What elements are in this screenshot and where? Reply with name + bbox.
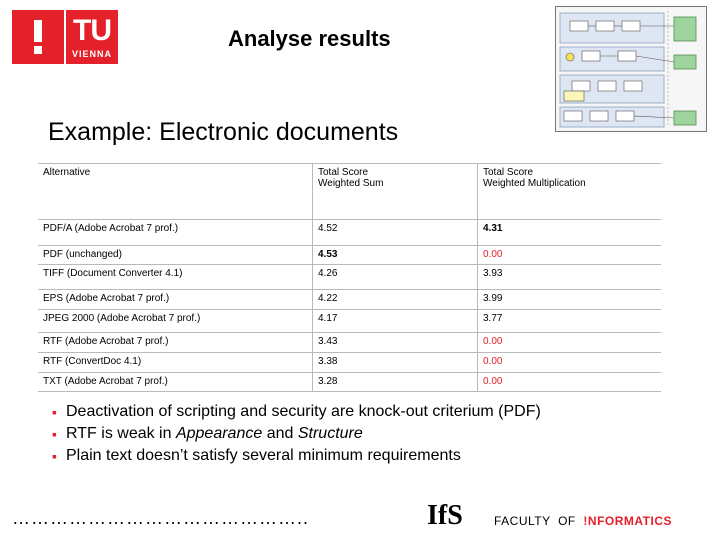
exclamation-dot [34,46,42,54]
cell-alternative: PDF (unchanged) [38,246,313,265]
tu-logo-subtext: VIENNA [71,49,112,59]
exclamation-logo [12,10,64,64]
cell-alternative: PDF/A (Adobe Acrobat 7 prof.) [38,220,313,246]
cell-alternative: TXT (Adobe Acrobat 7 prof.) [38,373,313,392]
cell-alternative: EPS (Adobe Acrobat 7 prof.) [38,290,313,310]
process-diagram-icon [556,7,706,131]
header-weighted-mult-line1: Total Score [483,167,534,178]
bullet-item [52,401,541,423]
cell-weighted-sum: 4.53 [313,246,478,265]
cell-weighted-sum: 4.52 [313,220,478,246]
table-row [38,290,661,310]
header-alternative-label: Alternative [43,167,91,178]
process-diagram-thumbnail [555,6,707,132]
table-row [38,353,661,373]
bullet-text: and [262,425,298,442]
header-weighted-multiplication [478,164,662,220]
table-row [38,265,661,290]
faculty-logo [494,514,672,528]
table-row [38,333,661,353]
bullet-text: Plain text doesn’t satisfy several minimum requirements [66,447,461,464]
footer-dots: ……………………………………….. [12,508,310,528]
cell-weighted-mult: 0.00 [478,373,662,392]
cell-weighted-mult: 3.77 [478,310,662,333]
cell-weighted-mult: 0.00 [478,353,662,373]
cell-weighted-mult: 0.00 [478,246,662,265]
header-weighted-sum [313,164,478,220]
informatics-word: !NFORMATICS [583,514,673,528]
slide-title: Analyse results [228,26,391,51]
table-header-row [38,164,661,220]
table-row [38,310,661,333]
cell-alternative: RTF (ConvertDoc 4.1) [38,353,313,373]
header-weighted-mult-line2: Weighted Multiplication [483,178,586,189]
tu-logo-text: TU [73,14,111,47]
cell-weighted-sum: 3.28 [313,373,478,392]
bullet-text: RTF is weak in [66,425,176,442]
cell-weighted-sum: 4.26 [313,265,478,290]
cell-weighted-mult: 3.93 [478,265,662,290]
cell-weighted-mult: 0.00 [478,333,662,353]
bullet-text: Deactivation of scripting and security are knock-out criterium (PDF) [66,403,541,420]
tu-vienna-logo [66,10,118,64]
table-row [38,246,661,265]
bullet-emphasis-appearance: Appearance [175,425,263,442]
slide-subtitle: Example: Electronic documents [48,118,399,146]
cell-alternative: TIFF (Document Converter 4.1) [38,265,313,290]
cell-alternative: JPEG 2000 (Adobe Acrobat 7 prof.) [38,310,313,333]
exclamation-bar [34,20,42,42]
cell-weighted-sum: 3.38 [313,353,478,373]
cell-weighted-sum: 3.43 [313,333,478,353]
bullet-item [52,423,541,445]
header-weighted-sum-line1: Total Score [318,167,369,178]
ifs-logo: IfS [427,500,463,531]
bullet-item [52,445,541,467]
table-row [38,220,661,246]
cell-alternative: RTF (Adobe Acrobat 7 prof.) [38,333,313,353]
cell-weighted-sum: 4.17 [313,310,478,333]
header-weighted-sum-line2: Weighted Sum [318,178,384,189]
header-alternative [38,164,313,220]
table-row [38,373,661,392]
cell-weighted-mult: 4.31 [478,220,662,246]
cell-weighted-sum: 4.22 [313,290,478,310]
bullet-list [52,401,541,467]
of-word: OF [558,514,576,528]
results-table [38,163,661,392]
cell-weighted-mult: 3.99 [478,290,662,310]
bullet-emphasis-structure: Structure [297,425,363,442]
faculty-word: FACULTY [494,514,551,528]
